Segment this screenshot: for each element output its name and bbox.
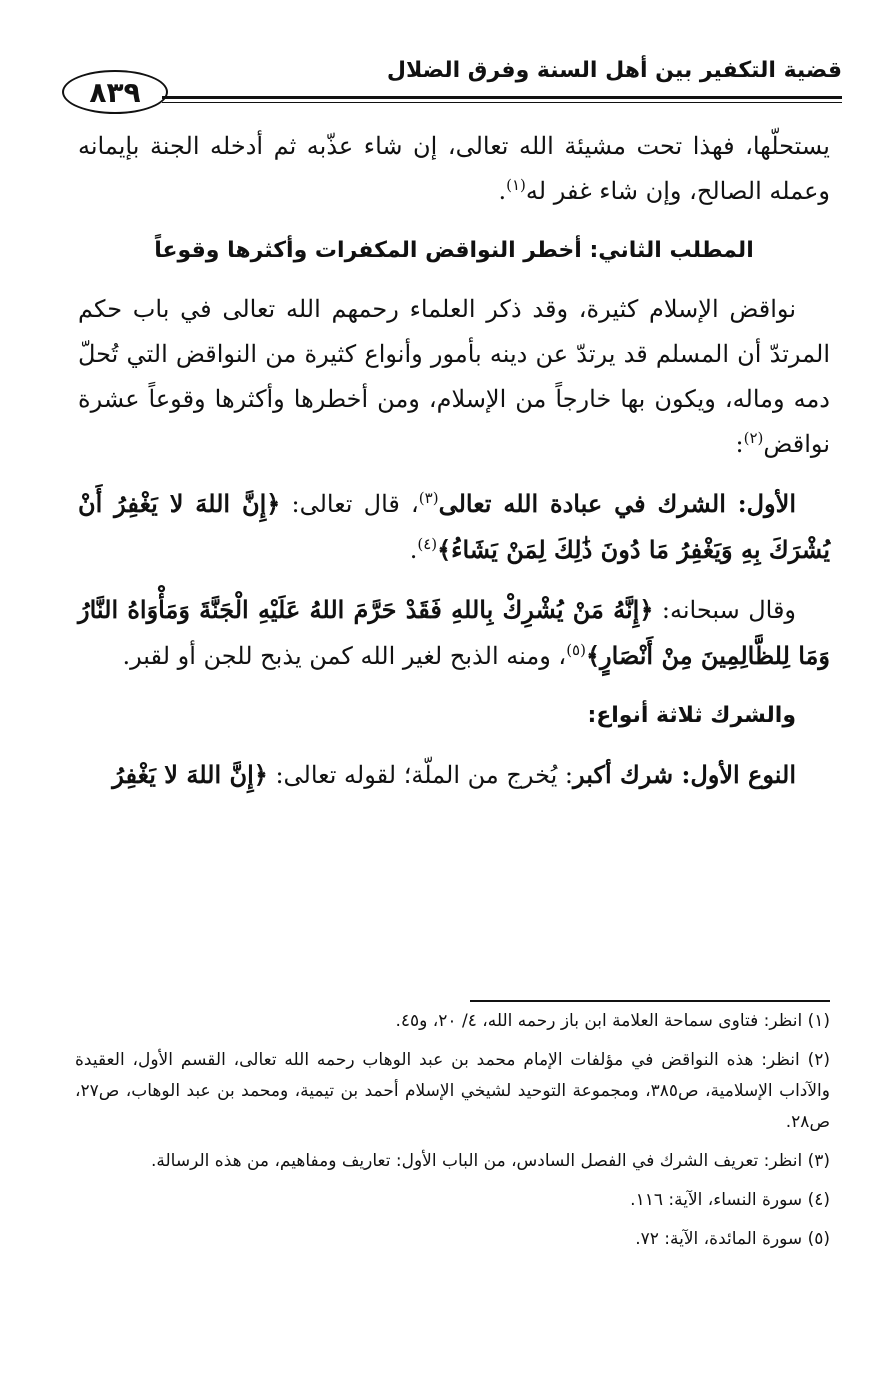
footnote-ref-1[interactable]: (١) (506, 176, 526, 194)
footnote-ref-4[interactable]: (٤) (417, 535, 438, 553)
running-title: قضية التكفير بين أهل السنة وفرق الضلال (386, 58, 842, 83)
footnote-ref-3[interactable]: (٣) (418, 489, 439, 507)
main-text (78, 124, 830, 812)
footnote-2: (٢) انظر: هذه النواقض في مؤلفات الإمام محمد بن عبد الوهاب رحمه الله تعالى، القسم الأول، العقيدة والآداب الإسلامية، ص٣٨٥، ومجموعة التوحيد لشيخي الإسلام أحمد بن تيمية، ومحمد بن عبد الوهاب، ص٢٧، ص٢٨. (75, 1050, 830, 1132)
header-rule-thin (162, 102, 842, 103)
footnote-ref-2[interactable]: (٢) (743, 429, 764, 447)
paragraph-4: وقال سبحانه: ﴿إِنَّهُ مَنْ يُشْرِكْ بِاللهِ فَقَدْ حَرَّمَ اللهُ عَلَيْهِ الْجَنَّةَ وَمَأْوَاهُ النَّارُ وَمَا لِلظَّالِمِينَ مِنْ أَنْصَارٍ﴾$^{(٥)}$، ومنه الذبح لغير الله كمن يذبح للجن أو لقبر. (78, 595, 830, 670)
footnote-1: (١) انظر: فتاوى سماحة العلامة ابن باز رحمه الله، ٤/ ٢٠، و٤٥. (395, 1011, 830, 1031)
footnotes (75, 1006, 830, 1263)
paragraph-5: النوع الأول: شرك أكبر: يُخرج من الملّة؛ لقوله تعالى: ﴿إِنَّ اللهَ لا يَغْفِرُ (112, 760, 796, 789)
paragraph-1: يستحلّها، فهذا تحت مشيئة الله تعالى، إن شاء عذّبه ثم أدخله الجنة بإيمانه وعمله الصالح، وإن شاء غفر له$^{(١)}$. (78, 132, 830, 205)
quran-verse-3: ﴿إِنَّ اللهَ لا يَغْفِرُ (112, 760, 268, 789)
sub-heading: والشرك ثلاثة أنواع: (587, 703, 796, 728)
paragraph-3: الأول: الشرك في عبادة الله تعالى$^{(٣)}$، قال تعالى: ﴿إِنَّ اللهَ لا يَغْفِرُ أَنْ يُشْرَكَ بِهِ وَيَغْفِرُ مَا دُونَ ذَٰلِكَ لِمَنْ يَشَاءُ﴾$^{(٤)}$. (78, 489, 830, 564)
quran-verse-2: ﴿إِنَّهُ مَنْ يُشْرِكْ بِاللهِ فَقَدْ حَرَّمَ اللهُ عَلَيْهِ الْجَنَّةَ وَمَأْوَاهُ النَّارُ وَمَا لِلظَّالِمِينَ مِنْ أَنْصَارٍ﴾ (78, 595, 830, 670)
footnote-5: (٥) سورة المائدة، الآية: ٧٢. (635, 1229, 830, 1249)
quran-verse-1: ﴿إِنَّ اللهَ لا يَغْفِرُ أَنْ يُشْرَكَ بِهِ وَيَغْفِرُ مَا دُونَ ذَٰلِكَ لِمَنْ يَشَاءُ﴾ (78, 489, 830, 564)
page-header (62, 58, 842, 110)
major-shirk-lead: النوع الأول: شرك أكبر (573, 760, 796, 789)
footnote-separator (470, 1000, 830, 1002)
footnote-3: (٣) انظر: تعريف الشرك في الفصل السادس، من الباب الأول: تعاريف ومفاهيم، من هذه الرسالة. (150, 1151, 830, 1171)
footnote-ref-5[interactable]: (٥) (566, 641, 586, 659)
page-number: ٨٣٩ (62, 70, 168, 114)
header-rule-thick (162, 96, 842, 99)
paragraph-2: نواقض الإسلام كثيرة، وقد ذكر العلماء رحمهم الله تعالى في باب حكم المرتدّ أن المسلم قد يرتدّ عن دينه بأمور وأنواع كثيرة من النواقض التي تُحلّ دمه وماله، ويكون بها خارجاً من الإسلام، ومن أخطرها وأكثرها وقوعاً عشرة نواقض$^{(٢)}$: (78, 295, 830, 458)
section-heading: المطلب الثاني: أخطر النواقض المكفرات وأكثرها وقوعاً (154, 238, 754, 263)
first-nullifier-lead: الأول: الشرك في عبادة الله تعالى (438, 489, 796, 518)
footnote-4: (٤) سورة النساء، الآية: ١١٦. (630, 1190, 830, 1210)
